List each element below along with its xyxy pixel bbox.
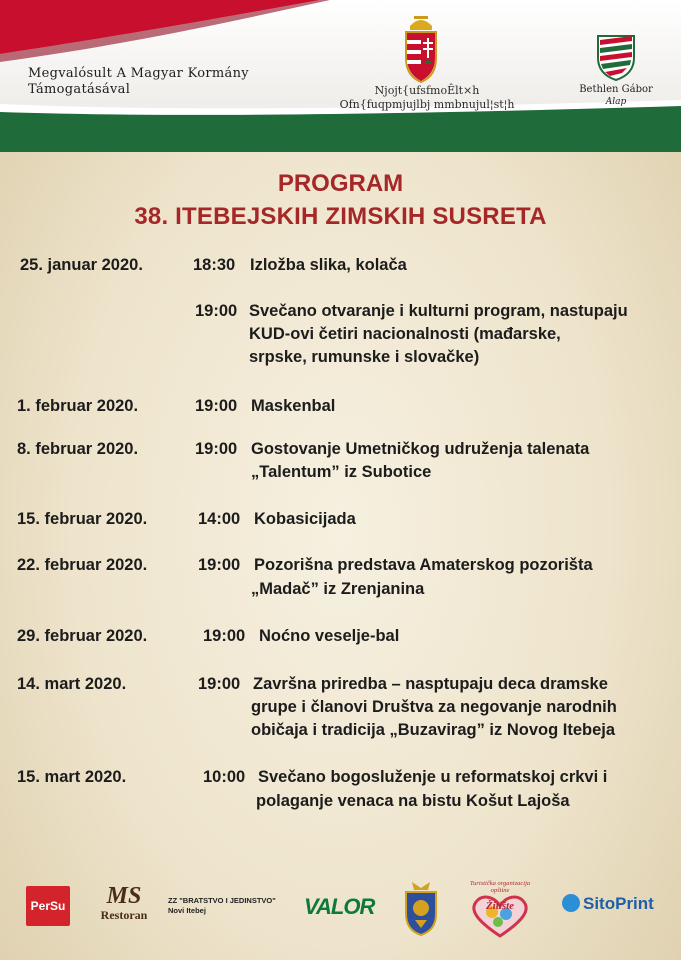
hungarian-government-caption [28, 66, 249, 98]
event-description: Izložba slika, kolača [250, 256, 407, 274]
sponsor-strip [0, 872, 681, 942]
event-time: 19:00 [203, 627, 246, 645]
hungarian-coat-of-arms-icon [402, 14, 440, 84]
zitiste-tourism-logo [462, 880, 538, 938]
ms-restoran-name: Restoran [100, 908, 148, 922]
event-description: Završna priredba – nasptupaju deca dramske [253, 675, 608, 693]
event-description: Pozorišna predstava Amaterskog pozorišta [254, 556, 593, 574]
event-description: „Madač” iz Zrenjanina [251, 580, 425, 598]
heart-logo-icon [466, 890, 534, 938]
event-description: običaja i tradicija „Buzavirag” iz Novog Itebeja [251, 721, 616, 739]
event-date: 14. mart 2020. [17, 675, 127, 693]
event-date: 25. januar 2020. [20, 256, 143, 274]
event-title: 38. ITEBEJSKIH ZIMSKIH SUSRETA [134, 203, 547, 230]
ms-mark: MS [106, 883, 142, 909]
program-heading: PROGRAM [277, 170, 404, 197]
event-date: 8. februar 2020. [17, 440, 139, 458]
sitoprint-mark-icon [562, 894, 580, 912]
sitoprint-name: SitoPrint [583, 894, 654, 913]
zz-line-2: Novi Itebej [168, 906, 206, 915]
event-time: 19:00 [198, 675, 241, 693]
ministry-line-1: Njojt{ufsfmoÊlt×h [374, 84, 480, 97]
event-description: Svečano bogosluženje u reformatskoj crkvi i [258, 768, 608, 786]
event-description: Noćno veselje-bal [259, 627, 400, 645]
itebej-crest-icon [402, 880, 440, 936]
event-description: „Talentum” iz Subotice [251, 463, 432, 481]
event-time: 19:00 [198, 556, 241, 574]
header-banner [0, 0, 681, 152]
event-time: 19:00 [195, 440, 238, 458]
event-time: 18:30 [193, 256, 236, 274]
event-description: grupe i članovi Društva za negovanje narodnih [251, 698, 617, 716]
caption-line-1: Megvalósult A Magyar Kormány [28, 66, 249, 81]
event-time: 10:00 [203, 768, 246, 786]
ministry-line-2: Ofn{fuqpmjujlbj mmbnujul¦st¦h [339, 98, 515, 111]
event-description: srpske, rumunske i slovačke) [249, 348, 480, 366]
event-description: Gostovanje Umetničkog udruženja talenata [251, 440, 590, 458]
zz-line-1: ZZ "BRATSTVO I JEDINSTVO" [168, 896, 276, 905]
event-time: 19:00 [195, 397, 238, 415]
bethlen-gabor-name: Bethlen Gábor [579, 84, 653, 95]
event-description: Maskenbal [251, 397, 336, 415]
bethlen-gabor-logo-icon [594, 32, 638, 82]
event-date: 1. februar 2020. [17, 397, 139, 415]
ministry-caption [302, 84, 552, 112]
event-description: Kobasicijada [254, 510, 356, 528]
event-date: 15. februar 2020. [17, 510, 148, 528]
event-date: 22. februar 2020. [17, 556, 148, 574]
bethlen-gabor-sub: Alap [605, 97, 627, 107]
valor-logo: VALOR [304, 894, 375, 919]
zz-bratstvo-logo [168, 896, 288, 916]
bethlen-gabor-caption [570, 84, 662, 108]
event-date: 29. februar 2020. [17, 627, 148, 645]
zitiste-caption: Turistička organizacija opštine [469, 880, 531, 894]
event-time: 19:00 [195, 302, 238, 320]
zitiste-name: Žitište [485, 900, 515, 912]
sitoprint-logo [562, 894, 654, 914]
event-date: 15. mart 2020. [17, 768, 127, 786]
event-time: 14:00 [198, 510, 241, 528]
event-description: Svečano otvaranje i kulturni program, nastupaju [249, 302, 628, 320]
event-description: KUD-ovi četiri nacionalnosti (mađarske, [249, 325, 561, 343]
ms-restoran-logo [96, 884, 152, 930]
caption-line-2: Támogatásával [28, 82, 131, 97]
persu-logo: PerSu [26, 886, 70, 926]
event-description: polaganje venaca na bistu Košut Lajoša [256, 792, 570, 810]
